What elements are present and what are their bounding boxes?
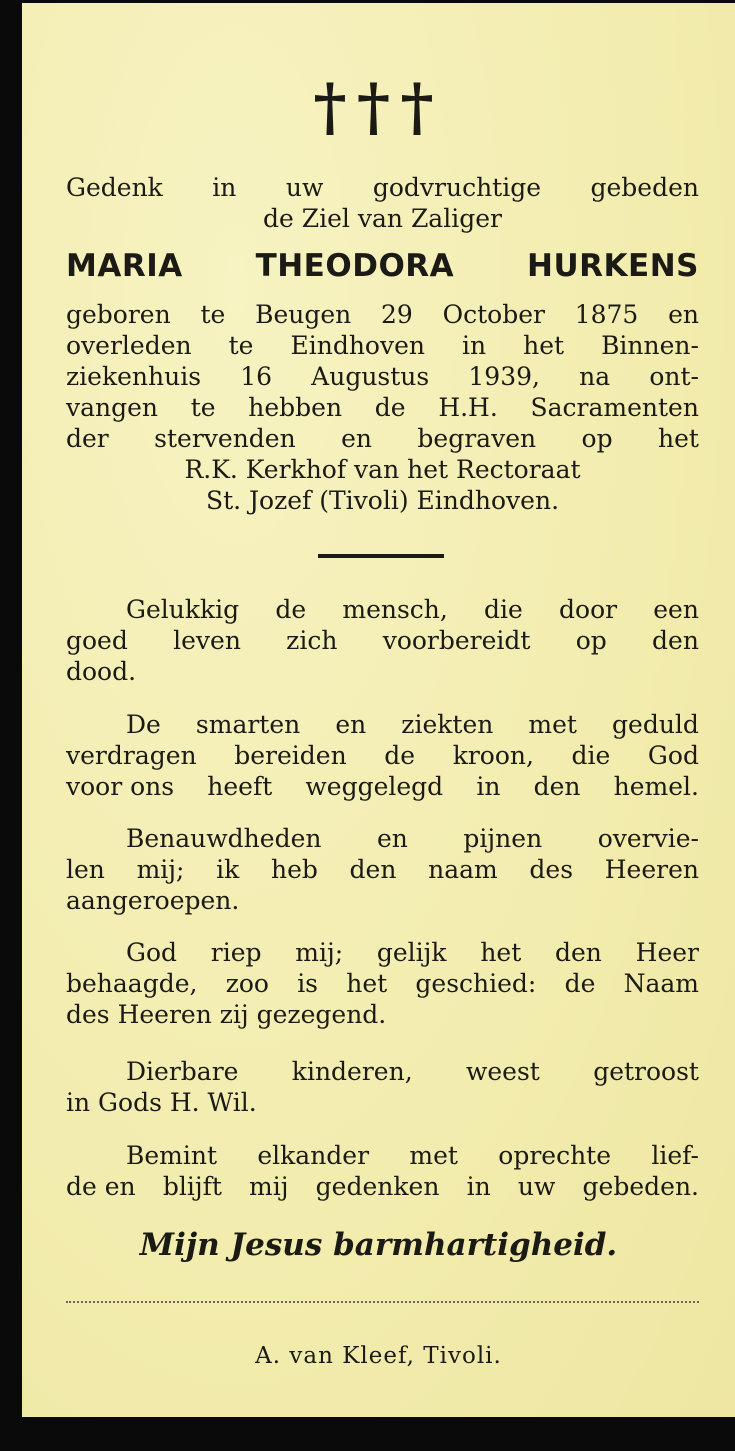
word: Eindhoven	[290, 331, 425, 360]
word: Augustus	[311, 362, 430, 391]
word: God	[647, 741, 699, 770]
word: verdragen	[66, 741, 197, 770]
word: na	[579, 362, 611, 391]
memorial-card	[22, 3, 735, 1417]
word: God	[126, 938, 178, 967]
word: THEODORA	[255, 248, 455, 284]
word: godvruchtige	[372, 173, 542, 202]
word: bereiden	[234, 741, 347, 770]
word: Benauwdheden	[126, 824, 322, 853]
word: Heeren	[604, 855, 699, 884]
word: in Gods H. Wil.	[66, 1088, 257, 1117]
word: 16	[240, 362, 273, 391]
word: de	[275, 595, 307, 624]
bio-line	[66, 423, 699, 454]
word: de	[384, 741, 416, 770]
bio-line-centered: St. Jozef (Tivoli) Eindhoven.	[205, 486, 560, 515]
word: met	[528, 710, 577, 739]
word: op	[575, 626, 607, 655]
word: den	[349, 855, 397, 884]
word: ziekten	[401, 710, 494, 739]
word: in	[212, 173, 237, 202]
word: gebeden.	[582, 1172, 699, 1201]
word: op	[581, 424, 613, 453]
word: getroost	[593, 1057, 699, 1086]
word: en	[668, 300, 699, 329]
deceased-name	[66, 246, 699, 286]
closing-prayer: Mijn Jesus barmhartigheid.	[139, 1227, 618, 1263]
word: den	[533, 772, 581, 801]
divider	[318, 554, 444, 558]
word: die	[484, 595, 523, 624]
word: hebben	[248, 393, 343, 422]
word: aangeroepen.	[66, 886, 240, 915]
word: het	[523, 331, 565, 360]
word: de	[374, 393, 406, 422]
bio-line	[66, 299, 699, 330]
word: voorbereidt	[382, 626, 531, 655]
word: het	[657, 424, 699, 453]
verse-6	[66, 1140, 699, 1202]
intro-line-1	[66, 172, 699, 203]
dotted-divider	[66, 1301, 699, 1303]
word: Gelukkig	[126, 595, 240, 624]
word: den	[555, 938, 602, 967]
word: die	[571, 741, 611, 770]
word: in	[466, 1172, 491, 1201]
word: 1875	[574, 300, 639, 329]
printer-credit: A. van Kleef, Tivoli.	[255, 1343, 502, 1369]
word: ziekenhuis	[66, 362, 202, 391]
word: de en	[66, 1172, 136, 1201]
word: October	[442, 300, 545, 329]
word: behaagde,	[66, 969, 198, 998]
word: begraven	[417, 424, 537, 453]
word: leven	[173, 626, 241, 655]
word: met	[409, 1141, 458, 1170]
word: mensch,	[342, 595, 448, 624]
word: der	[66, 424, 109, 453]
word: oprechte	[498, 1141, 612, 1170]
bio-line	[66, 392, 699, 423]
word: smarten	[195, 710, 301, 739]
word: Heer	[635, 938, 699, 967]
verse-4	[66, 937, 699, 1030]
word: en	[341, 424, 373, 453]
word: heb	[270, 855, 318, 884]
word: geduld	[612, 710, 699, 739]
word: gebeden	[590, 173, 699, 202]
word: gedenken	[315, 1172, 440, 1201]
word: geboren	[66, 300, 171, 329]
word: ik	[216, 855, 240, 884]
word: Gedenk	[66, 173, 163, 202]
word: Beugen	[255, 300, 352, 329]
word: te	[200, 300, 226, 329]
word: te	[190, 393, 216, 422]
word: weest	[465, 1057, 540, 1086]
word: door	[559, 595, 618, 624]
word: het	[346, 969, 388, 998]
word: elkander	[257, 1141, 370, 1170]
word: blijft	[162, 1172, 222, 1201]
word: mij;	[295, 938, 344, 967]
word: te	[228, 331, 254, 360]
word: in	[476, 772, 501, 801]
word: HURKENS	[527, 248, 699, 284]
word: H.H.	[438, 393, 498, 422]
intro-text	[66, 172, 699, 234]
word: geschied:	[415, 969, 537, 998]
word: weggelegd	[305, 772, 444, 801]
word: voor ons	[66, 772, 175, 801]
word: 29	[381, 300, 413, 329]
word: en	[335, 710, 367, 739]
word: heeft	[207, 772, 273, 801]
word: goed	[66, 626, 128, 655]
word: riep	[210, 938, 262, 967]
word: Binnen-	[601, 331, 699, 360]
intro-line-2: de Ziel van Zaliger	[263, 204, 502, 233]
word: overleden	[66, 331, 192, 360]
word: naam	[428, 855, 498, 884]
word: overvie-	[597, 824, 699, 853]
word: het	[480, 938, 522, 967]
word: stervenden	[154, 424, 296, 453]
three-crosses-icon: †††	[313, 70, 444, 145]
word: 1939,	[468, 362, 540, 391]
verse-1	[66, 594, 699, 687]
word: vangen	[66, 393, 159, 422]
word: kroon,	[452, 741, 534, 770]
bio-line-centered: R.K. Kerkhof van het Rectoraat	[184, 455, 581, 484]
word: lief-	[651, 1141, 699, 1170]
word: en	[377, 824, 408, 853]
word: uw	[517, 1172, 556, 1201]
word: Bemint	[126, 1141, 218, 1170]
word: hemel.	[613, 772, 699, 801]
word: in	[462, 331, 487, 360]
word: mij	[249, 1172, 289, 1201]
word: kinderen,	[291, 1057, 413, 1086]
word: pijnen	[463, 824, 543, 853]
bio-line	[66, 330, 699, 361]
word: dood.	[66, 657, 137, 686]
verse-3	[66, 823, 699, 916]
word: Naam	[623, 969, 699, 998]
word: De	[126, 710, 161, 739]
word: Sacramenten	[530, 393, 699, 422]
word: gelijk	[376, 938, 447, 967]
word: MARIA	[66, 248, 183, 284]
word: len	[66, 855, 105, 884]
word: is	[297, 969, 319, 998]
word: uw	[285, 173, 324, 202]
word: een	[653, 595, 699, 624]
biography	[66, 299, 699, 516]
word: zich	[286, 626, 338, 655]
verse-5	[66, 1056, 699, 1118]
word: Dierbare	[126, 1057, 239, 1086]
word: zoo	[225, 969, 269, 998]
bio-line	[66, 361, 699, 392]
word: den	[652, 626, 699, 655]
word: mij;	[136, 855, 185, 884]
word: de	[564, 969, 596, 998]
word: ont-	[649, 362, 699, 391]
verse-2	[66, 709, 699, 802]
word: des	[529, 855, 574, 884]
word: des Heeren zij gezegend.	[66, 1000, 387, 1029]
